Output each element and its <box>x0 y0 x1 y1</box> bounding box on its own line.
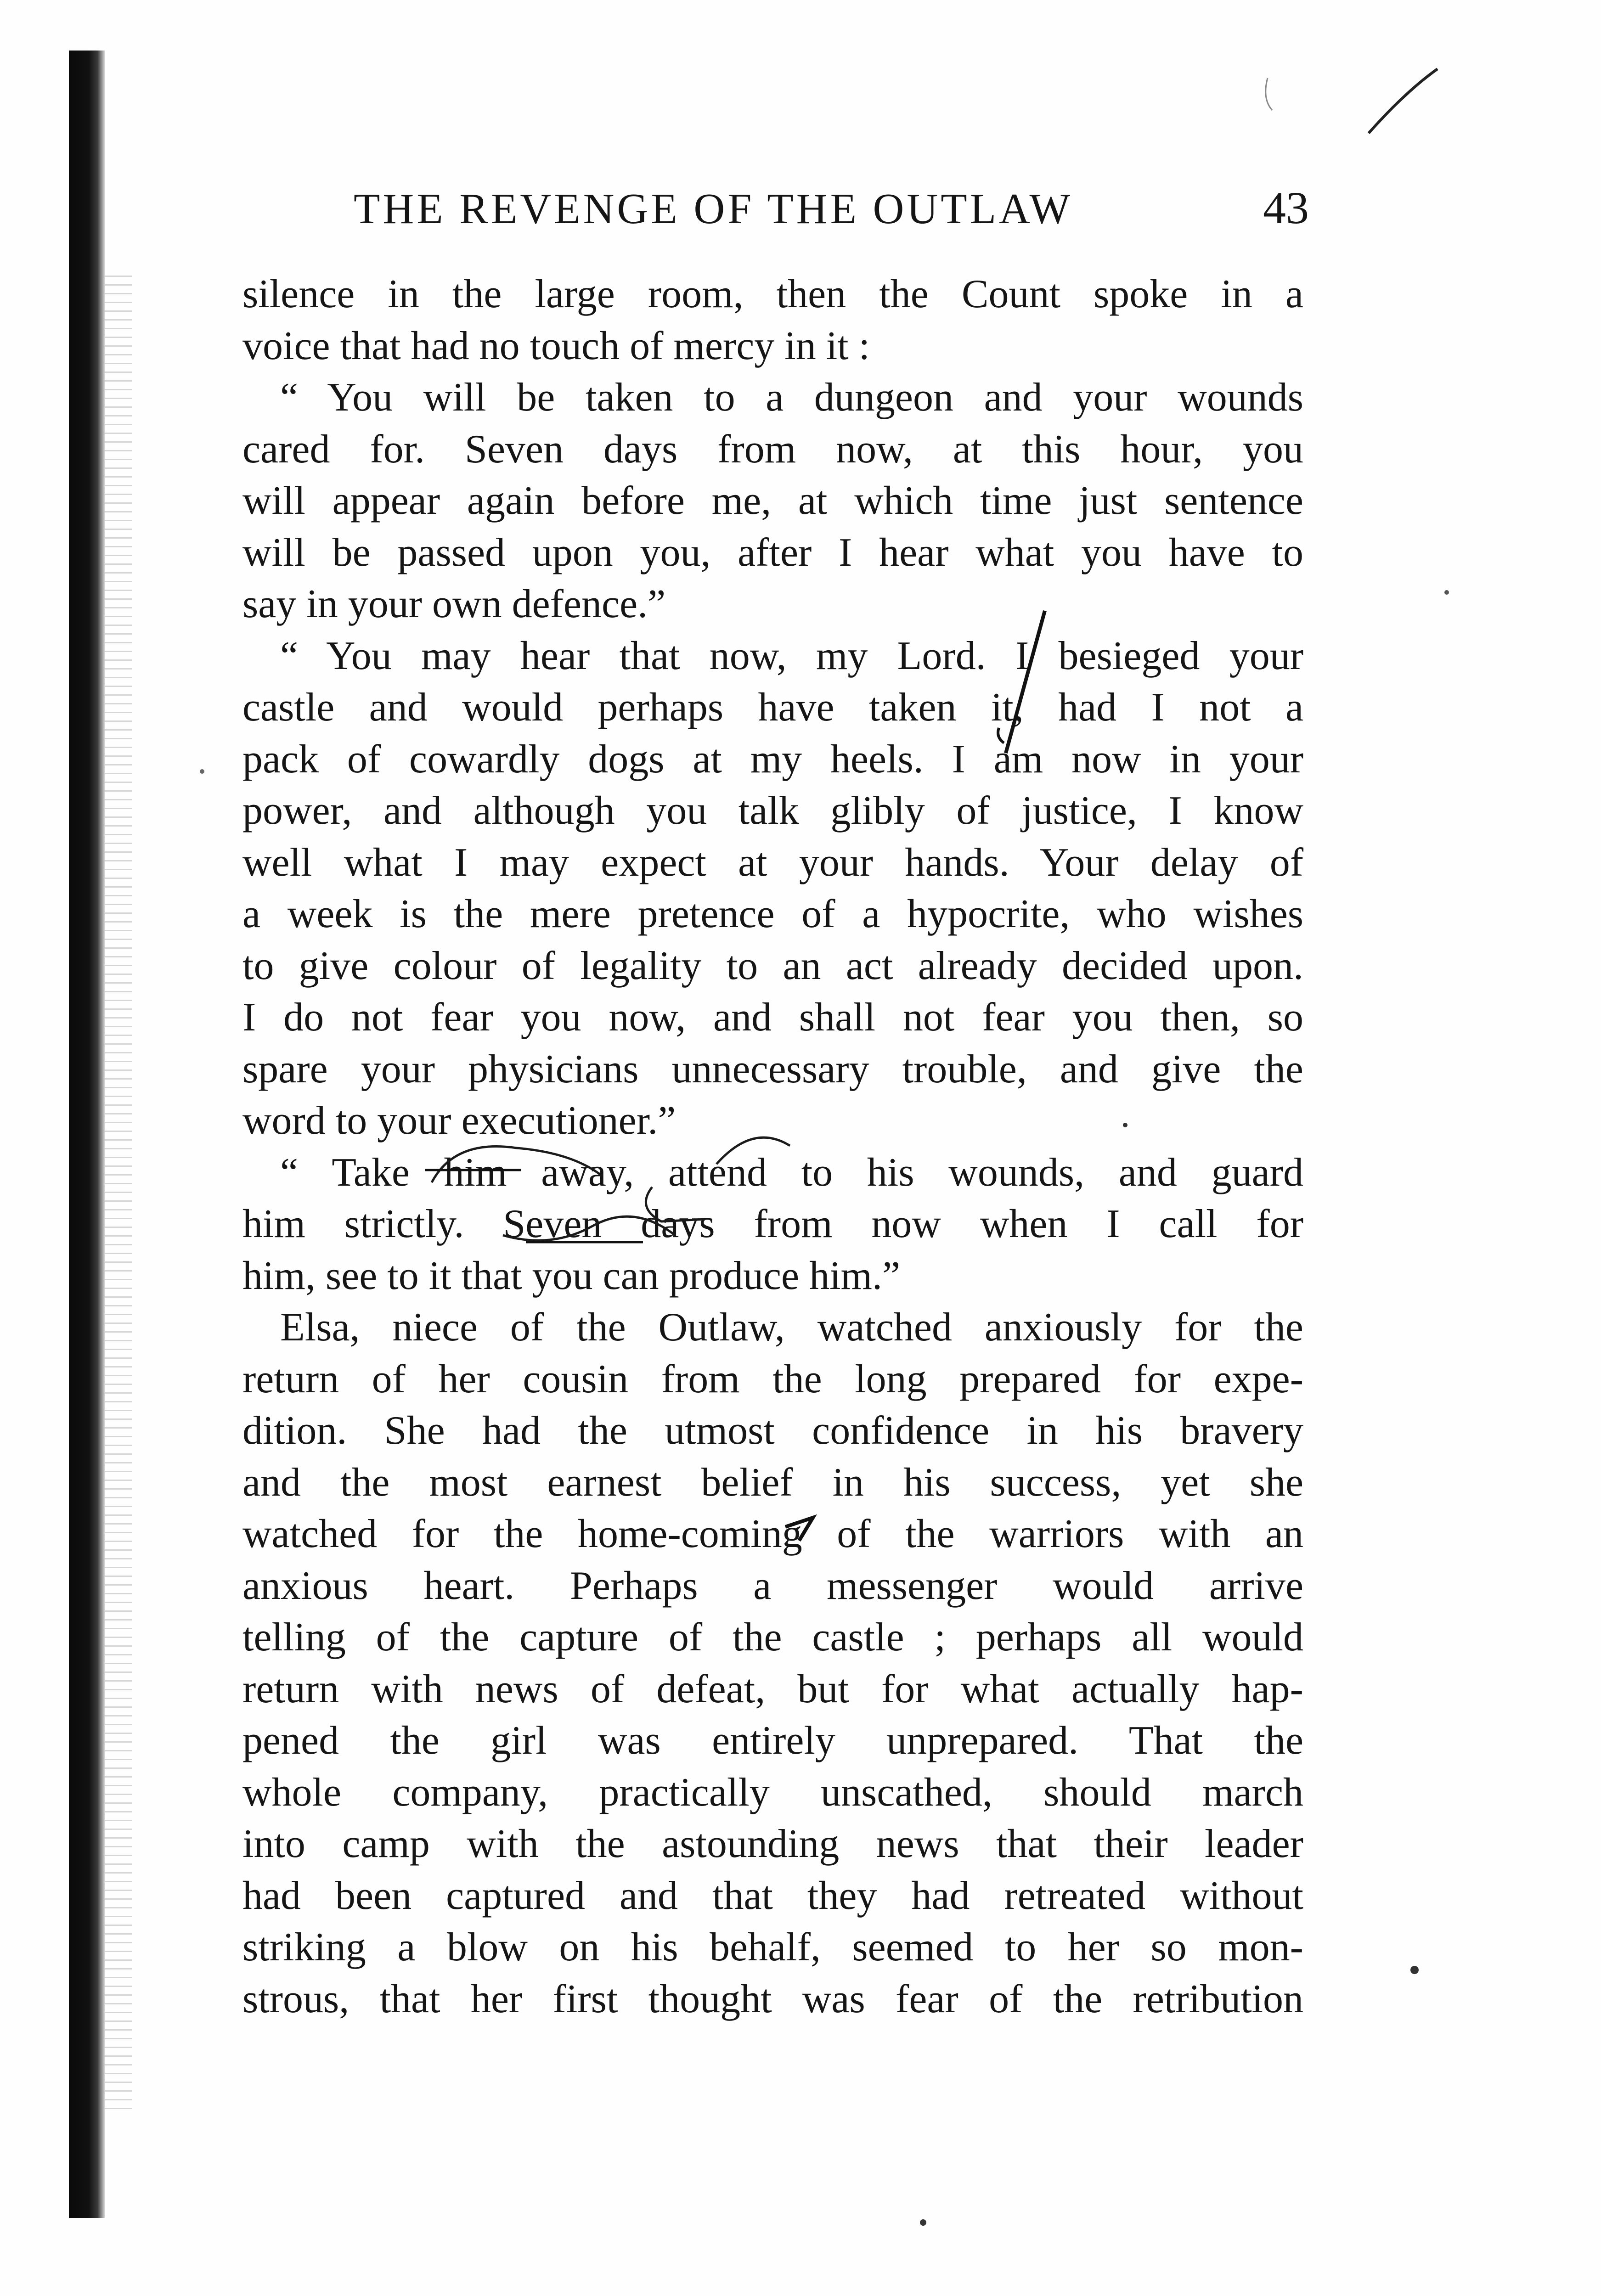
binding-shadow <box>69 51 105 2218</box>
ink-speck <box>1444 590 1449 595</box>
text-line: to give colour of legality to an act already decided upon. <box>242 943 1303 988</box>
ink-speck <box>200 769 204 774</box>
ink-speck <box>920 2219 926 2226</box>
text-line: voice that had no touch of mercy in it : <box>242 323 870 368</box>
text-line: watched for the home-coming of the warriors with an <box>242 1512 1303 1556</box>
text-line: whole company, practically unscathed, should march <box>242 1770 1303 1815</box>
page-number: 43 <box>1263 182 1309 233</box>
text-line: “ You may hear that now, my Lord. I besieged your <box>280 633 1303 678</box>
text-line: Elsa, niece of the Outlaw, watched anxiously for the <box>280 1305 1303 1350</box>
text-line: dition. She had the utmost confidence in his bravery <box>242 1408 1303 1453</box>
text-line: telling of the capture of the castle ; perhaps all would <box>242 1615 1303 1660</box>
body-text <box>242 269 1303 2025</box>
text-line: anxious heart. Perhaps a messenger would arrive <box>242 1563 1303 1608</box>
text-line: power, and although you talk glibly of justice, I know <box>242 788 1303 833</box>
text-line: word to your executioner.” <box>242 1098 676 1143</box>
text-line: I do not fear you now, and shall not fear you then, so <box>242 995 1303 1040</box>
text-line: return with news of defeat, but for what actually hap- <box>242 1666 1303 1711</box>
text-line: silence in the large room, then the Count spoke in a <box>242 272 1303 316</box>
text-line: had been captured and that they had retreated without <box>242 1873 1303 1918</box>
text-line: well what I may expect at your hands. Your delay of <box>242 840 1303 885</box>
text-line: strous, that her first thought was fear of the retribution <box>242 1976 1303 2021</box>
text-line: spare your physicians unnecessary trouble, and give the <box>242 1047 1303 1092</box>
ink-speck <box>1410 1966 1419 1974</box>
text-line: “ You will be taken to a dungeon and your wounds <box>280 375 1303 420</box>
text-line: a week is the mere pretence of a hypocrite, who wishes <box>242 892 1303 936</box>
text-line: into camp with the astounding news that their leader <box>242 1822 1303 1866</box>
running-title: THE REVENGE OF THE OUTLAW <box>354 185 1073 233</box>
text-line: him strictly. Seven days from now when I call for <box>242 1202 1303 1246</box>
text-line: cared for. Seven days from now, at this hour, you <box>242 427 1303 472</box>
text-line: pened the girl was entirely unprepared. That the <box>242 1718 1303 1763</box>
corner-pencil-mark <box>1266 78 1272 110</box>
text-line: “ Take him away, attend to his wounds, and guard <box>280 1150 1303 1195</box>
text-line: pack of cowardly dogs at my heels. I am now in your <box>242 737 1303 782</box>
text-line: will appear again before me, at which time just sentence <box>242 478 1303 523</box>
binding-speckle <box>105 276 132 2112</box>
text-line: castle and would perhaps have taken it, had I not a <box>242 685 1303 730</box>
text-line: him, see to it that you can produce him.” <box>242 1253 901 1298</box>
running-header <box>354 181 1309 246</box>
text-line: and the most earnest belief in his success, yet she <box>242 1460 1303 1505</box>
corner-pencil-mark <box>1369 69 1438 133</box>
text-line: return of her cousin from the long prepared for expe- <box>242 1356 1303 1401</box>
text-line: striking a blow on his behalf, seemed to her so mon- <box>242 1925 1303 1970</box>
text-line: will be passed upon you, after I hear what you have to <box>242 530 1303 575</box>
text-line: say in your own defence.” <box>242 582 666 626</box>
